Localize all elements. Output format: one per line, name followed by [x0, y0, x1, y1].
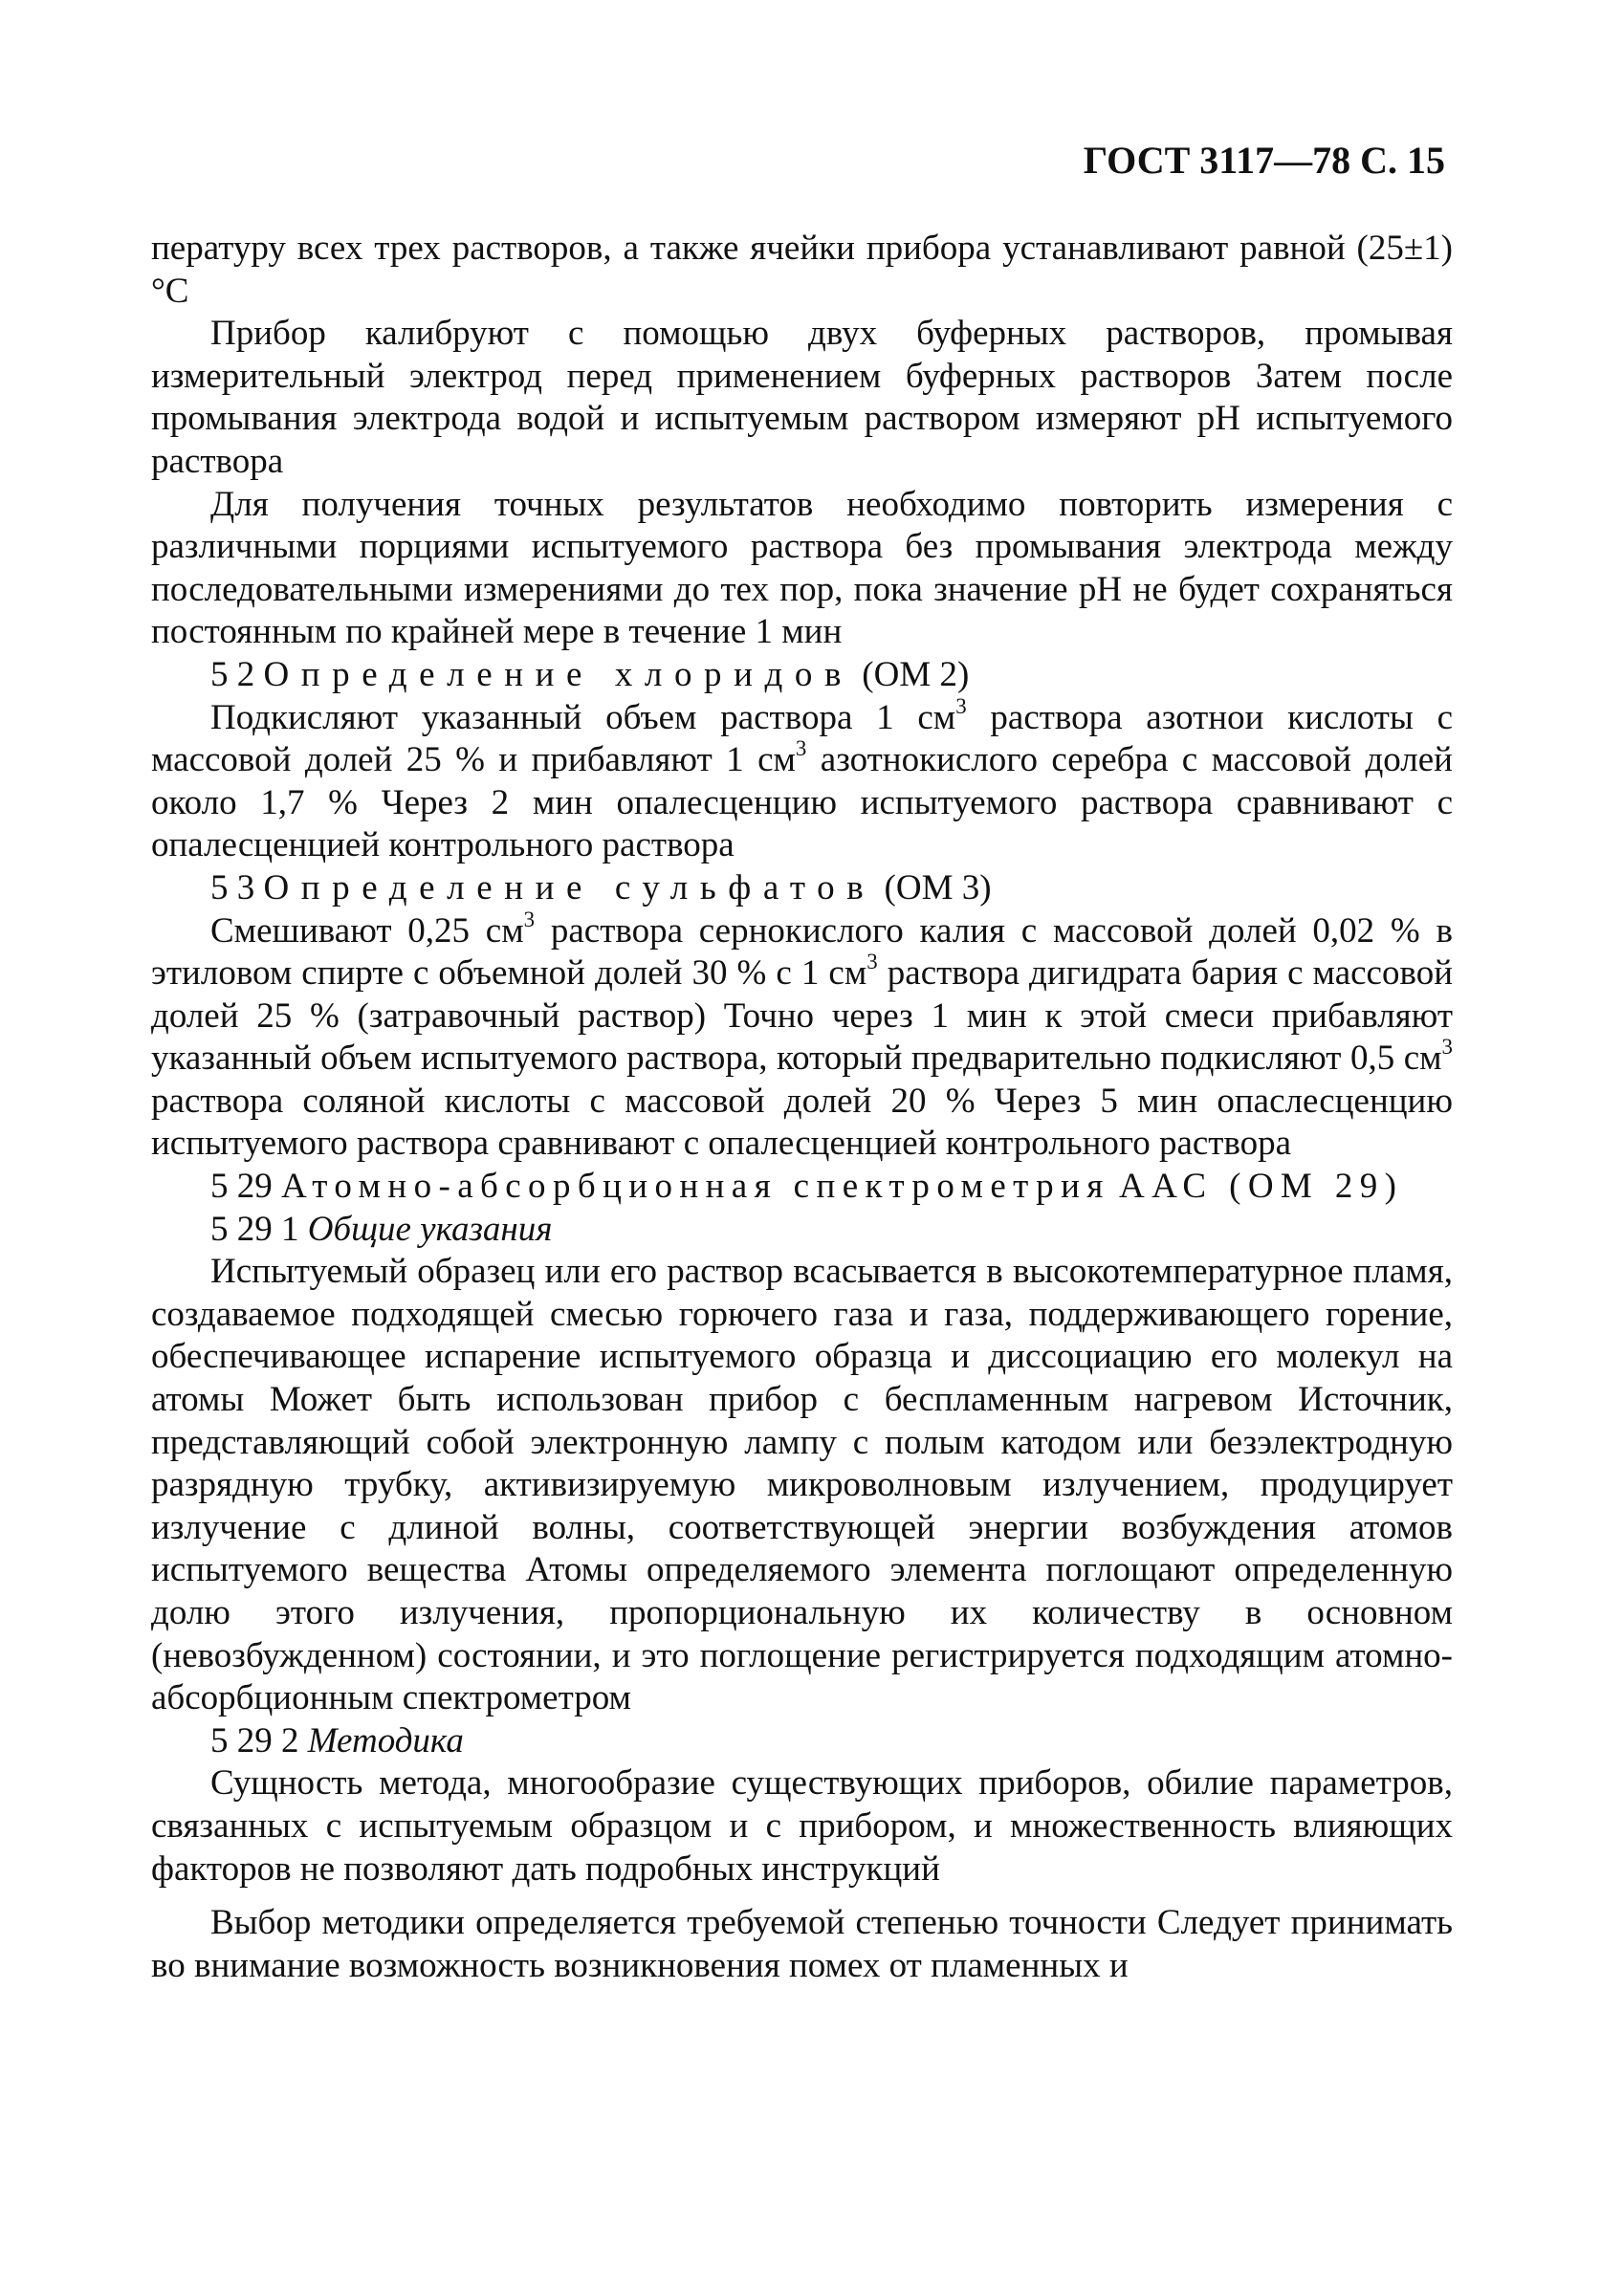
paragraph-calibration: Прибор калибруют с помощью двух буферных растворов, промывая измерительный электрод перед применением буферных растворов Затем после промывания электрода водой и испытуемым раствором измеряют pH испытуемого раствора [151, 314, 1453, 481]
section-title: Методика [307, 1720, 464, 1760]
section-title: Общие указания [307, 1209, 553, 1249]
text-run: Подкисляют указанный объем раствора 1 см [210, 697, 956, 737]
superscript: 3 [795, 736, 807, 761]
text-run: Смешивают 0,25 см [210, 910, 524, 951]
paragraph-temperature: пературу всех трех растворов, а также ячейки прибора устанавливают равной (25±1) °С [151, 229, 1453, 311]
section-number: 5 29 1 [210, 1209, 299, 1249]
superscript: 3 [1441, 1035, 1453, 1060]
section-number: 5 29 [210, 1167, 273, 1207]
section-title: Определение сульфатов [263, 867, 876, 907]
superscript: 3 [955, 693, 967, 718]
text-run: раствора соляной кислоты с массовой долей 20 % Через 5 мин опаслесценцию испытуемого раствора сравнивают с опалесценцией контрольного раствора [151, 1081, 1453, 1164]
section-code: (ОМ 3) [884, 867, 992, 907]
paragraph-chlorides [151, 693, 1453, 867]
text-run: азотнокислого серебра с массовой долей около 1,7 % Через 2 мин опалесценцию испытуемого раствора сравнивают с опалесценцией контрольного раствора [151, 740, 1453, 865]
section-number: 5 29 2 [210, 1720, 299, 1760]
paragraph-method-choice: Выбор методики определяется требуемой степенью точности Следует принимать во внимание возможность возникновения помех от пламенных и [151, 1903, 1453, 1985]
paragraph-aas-general: Испытуемый образец или его раствор всасывается в высокотемпературное пламя, создаваемое подходящей смесью горючего газа и газа, поддерживающего горение, обеспечивающее испарение испытуемого образца и диссоциацию его молекул на атомы Может быть использован прибор с беспламенным нагревом Источник, представляющий собой электронную лампу с полым катодом или безэлектродную разрядную трубку, активизируемую микроволновым излучением, продуцирует излучение с длиной волны, соответствующей энергии возбуждения атомов испытуемого вещества Атомы определяемого элемента поглощают определенную долю этого излучения, пропорциональную их количеству в основном (невозбужденном) состоянии, и это поглощение регистрируется подходящим атомно-абсорбционным спектрометром [151, 1252, 1453, 1718]
section-number: 5 3 [210, 867, 255, 907]
paragraph-accuracy: Для получения точных результатов необходимо повторить измерения с различными порциями испытуемого раствора без промывания электрода между последовательными измерениями до тех пор, пока значение pH не будет сохраняться постоянным по крайней мере в течение 1 мин [151, 484, 1453, 652]
section-title: Атомно-абсорбционная спектрометрия [281, 1167, 1110, 1207]
page-header: ГОСТ 3117—78 С. 15 [1083, 139, 1445, 182]
paragraph-gap [151, 1891, 1453, 1902]
section-code: ААС (ОМ 29) [1118, 1167, 1404, 1207]
section-heading-5-29 [151, 1166, 1453, 1209]
text-run: раствора азотнои кислоты с массовой долей 25 % и прибавляют 1 см [151, 697, 1453, 780]
section-code: (ОМ 2) [862, 654, 970, 694]
section-heading-5-3 [151, 867, 1453, 910]
section-heading-5-29-1 [151, 1209, 1453, 1252]
text-run: раствора дигидрата бария с массовой долей 25 % (затравочный раствор) Точно через 1 мин к этой смеси прибавляют указанный объем испытуемого раствора, который предварительно подкисляют 0,5 см [151, 953, 1453, 1079]
section-heading-5-2 [151, 654, 1453, 697]
section-number: 5 2 [210, 654, 255, 694]
text-run: раствора сернокислого калия с массовой долей 0,02 % в этиловом спирте с объемной долей 30 % с 1 см [151, 910, 1453, 994]
superscript: 3 [523, 907, 536, 931]
section-heading-5-29-2 [151, 1720, 1453, 1763]
paragraph-sulfates [151, 907, 1453, 1167]
paragraph-method-essence: Сущность метода, многообразие существующих приборов, обилие параметров, связанных с испытуемым образцом и с прибором, и множественность влияющих факторов не позволяют дать подробных инструкций [151, 1763, 1453, 1889]
superscript: 3 [866, 950, 878, 974]
section-title: Определение хлоридов [263, 654, 854, 694]
